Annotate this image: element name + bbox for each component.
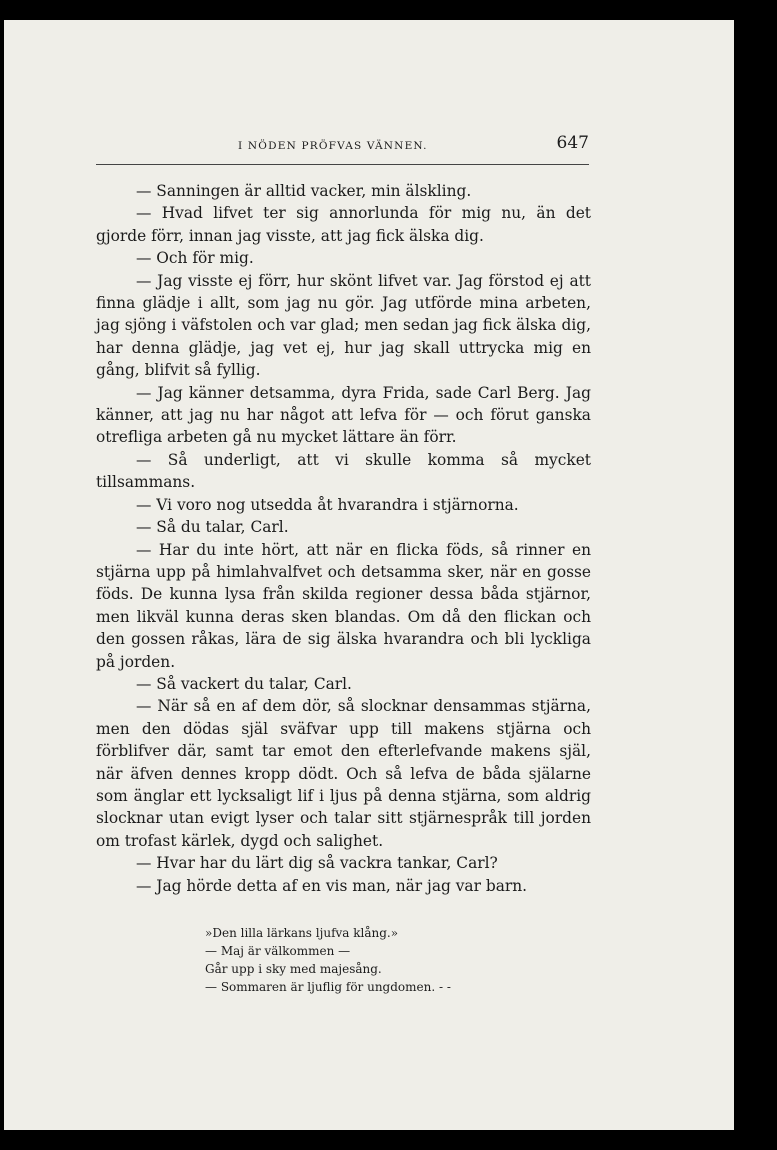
- paragraph: — Hvar har du lärt dig så vackra tankar, Carl?: [136, 854, 498, 873]
- paragraph: — Så du talar, Carl.: [136, 518, 289, 537]
- paragraph: — När så en af dem dör, så slocknar densammas stjärna, men den dödas själ sväfvar upp till makens stjärna och förblifver där, samt tar emot den efterlefvande makens själ, när äfven dennes kropp dödt. Och så lefva de båda själarne som änglar ett lycksaligt lif i ljus på denna stjärna, som aldrig slocknar utan evigt lyser och talar sitt stjärnespråk till jorden om trofast kärlek, dygd och salighet.: [96, 697, 591, 850]
- paragraph: — Jag visste ej förr, hur skönt lifvet var. Jag förstod ej att finna glädje i allt, som jag nu gör. Jag utförde mina arbeten, jag sjöng i väfstolen och var glad; men sedan jag fick älska dig, har denna glädje, jag vet ej, hur jag skall uttrycka mig en gång, blifvit så fyllig.: [96, 271, 591, 380]
- paragraph: — Vi voro nog utsedda åt hvarandra i stjärnorna.: [136, 495, 519, 514]
- verse-line: — Sommaren är ljuflig för ungdomen. - -: [205, 980, 451, 994]
- page-number: 647: [556, 133, 589, 153]
- verse-line: — Maj är välkommen —: [205, 944, 351, 958]
- paragraph: — Jag känner detsamma, dyra Frida, sade Carl Berg. Jag känner, att jag nu har något att lefva för — och förut ganska otrefliga arbeten gå nu mycket lättare än förr.: [96, 383, 591, 447]
- paragraph: — Har du inte hört, att när en flicka föds, så rinner en stjärna upp på himlahvalfvet och detsamma sker, när en gosse föds. De kunna lysa från skilda regioner dessa båda stjärnor, men likväl kunna deras sken blandas. Om då den flickan och den gossen råkas, lära de sig älska hvarandra och bli lyckliga på jorden.: [96, 540, 591, 671]
- page-header: [96, 116, 589, 165]
- running-title: I NÖDEN PRÖFVAS VÄNNEN.: [238, 140, 428, 152]
- paragraph: — Jag hörde detta af en vis man, när jag var barn.: [136, 876, 528, 895]
- verse-line: Går upp i sky med majesång.: [205, 962, 382, 976]
- paragraph: — Så vackert du talar, Carl.: [136, 674, 352, 693]
- paragraph: — Sanningen är alltid vacker, min älskling.: [136, 182, 472, 200]
- paragraph: — Hvad lifvet ter sig annorlunda för mig nu, än det gjorde förr, innan jag visste, att jag fick älska dig.: [96, 204, 591, 245]
- verse-line: »Den lilla lärkans ljufva klång.»: [205, 926, 399, 940]
- verse-quote: [205, 924, 451, 996]
- book-page: [4, 20, 734, 1130]
- paragraph: — Och för mig.: [136, 249, 254, 268]
- paragraph: — Så underligt, att vi skulle komma så mycket tillsammans.: [96, 450, 591, 492]
- body-text: [96, 180, 591, 897]
